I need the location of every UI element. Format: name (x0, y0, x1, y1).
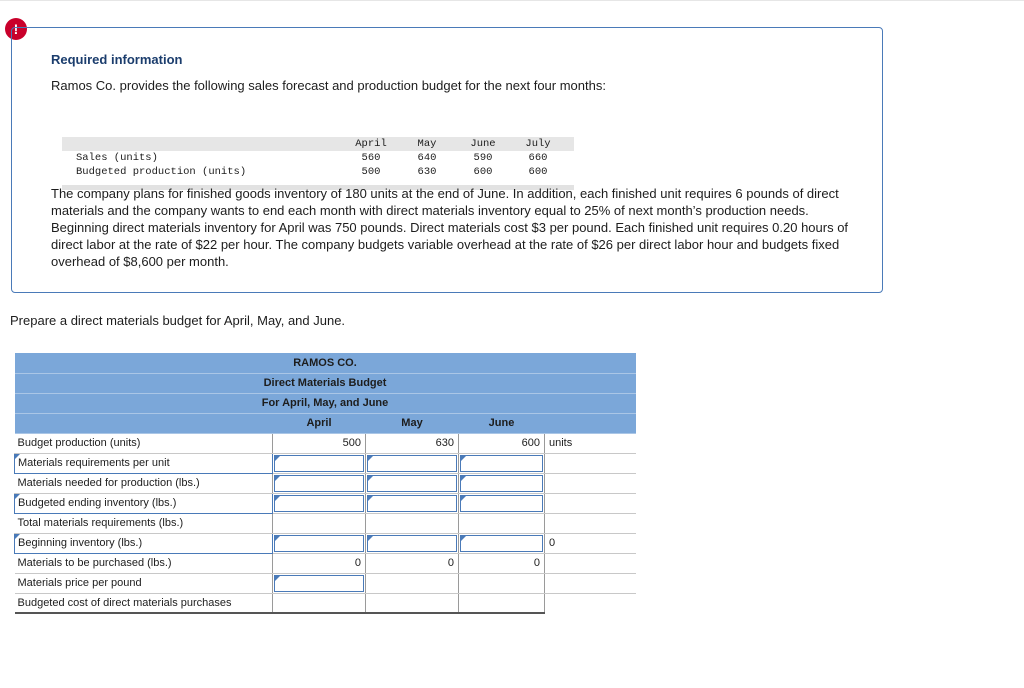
forecast-table (62, 137, 574, 179)
input-june[interactable] (459, 493, 545, 513)
value-may (366, 573, 459, 593)
input-may[interactable] (366, 453, 459, 473)
input-box[interactable] (367, 535, 457, 552)
input-may[interactable] (366, 473, 459, 493)
header-april: April (273, 413, 366, 433)
blank-cell (545, 573, 636, 593)
input-box[interactable] (274, 575, 364, 592)
row-req-per-unit (15, 453, 636, 473)
input-june[interactable] (459, 473, 545, 493)
row-label: Materials price per pound (15, 573, 273, 593)
value-june (459, 513, 545, 533)
row-label: Total materials requirements (lbs.) (15, 513, 273, 533)
row-label-dropdown[interactable]: Budgeted ending inventory (lbs.) (15, 493, 273, 513)
budget-period: For April, May, and June (15, 393, 636, 413)
budget-company-name: RAMOS CO. (15, 353, 636, 373)
blank-cell (545, 473, 636, 493)
forecast-value: 640 (417, 152, 437, 164)
forecast-month: April (355, 138, 387, 150)
forecast-month: July (525, 138, 551, 150)
header-june: June (459, 413, 545, 433)
forecast-value: 500 (361, 166, 381, 178)
header-blank (15, 413, 273, 433)
forecast-row-label: Budgeted production (units) (76, 166, 247, 178)
forecast-row-sales (62, 151, 574, 165)
row-needed-for-production (15, 473, 636, 493)
blank-cell (545, 453, 636, 473)
required-info-title: Required information (51, 52, 183, 67)
units-label: units (545, 433, 636, 453)
blank-cell (545, 553, 636, 573)
input-june[interactable] (459, 453, 545, 473)
row-total-requirements (15, 513, 636, 533)
row-label: Budget production (units) (15, 433, 273, 453)
input-box[interactable] (460, 495, 543, 512)
input-box[interactable] (460, 535, 543, 552)
forecast-value: 600 (473, 166, 493, 178)
top-divider (0, 0, 1024, 1)
row-label-dropdown[interactable]: Beginning inventory (lbs.) (15, 533, 273, 553)
value-april (273, 513, 366, 533)
blank-cell (545, 513, 636, 533)
forecast-value: 590 (473, 152, 493, 164)
input-box[interactable] (367, 475, 457, 492)
value-may (366, 513, 459, 533)
intro-text: Ramos Co. provides the following sales forecast and production budget for the next four months: (51, 78, 606, 93)
input-april[interactable] (273, 533, 366, 553)
header-blank (545, 413, 636, 433)
input-box[interactable] (274, 535, 364, 552)
input-box[interactable] (367, 455, 457, 472)
value-june (459, 593, 545, 613)
header-may: May (366, 413, 459, 433)
input-june[interactable] (459, 533, 545, 553)
june-beginning-value: 0 (545, 533, 636, 553)
input-box[interactable] (460, 455, 543, 472)
value-june: 0 (459, 553, 545, 573)
value-april: 500 (273, 433, 366, 453)
row-materials-purchased (15, 553, 636, 573)
alert-icon: ! (5, 18, 27, 40)
row-label-dropdown[interactable]: Materials requirements per unit (15, 453, 273, 473)
blank-cell (545, 493, 636, 513)
input-april[interactable] (273, 573, 366, 593)
row-budget-production (15, 433, 636, 453)
row-budgeted-cost (15, 593, 636, 613)
forecast-month: June (470, 138, 496, 150)
row-label: Materials needed for production (lbs.) (15, 473, 273, 493)
row-label: Materials to be purchased (lbs.) (15, 553, 273, 573)
value-may: 0 (366, 553, 459, 573)
input-may[interactable] (366, 493, 459, 513)
forecast-row-production (62, 165, 574, 179)
input-box[interactable] (274, 475, 364, 492)
input-april[interactable] (273, 493, 366, 513)
forecast-value: 660 (528, 152, 548, 164)
row-ending-inventory (15, 493, 636, 513)
forecast-row-label: Sales (units) (76, 152, 158, 164)
problem-paragraph: The company plans for finished goods inventory of 180 units at the end of June. In addition, each finished unit requires 6 pounds of direct materials and the company wants to end each month with direct materials inventory equal to 25% of next month’s production needs. Beginning direct materials inventory for April was 750 pounds. Direct materials cost $3 per pound. Each finished unit requires 0.20 hours of direct labor at the rate of $22 per hour. The company budgets variable overhead at the rate of $26 per direct labor hour and budgets fixed overhead of $8,600 per month. (51, 186, 849, 269)
blank-cell (545, 593, 636, 613)
input-april[interactable] (273, 453, 366, 473)
input-box[interactable] (460, 475, 543, 492)
input-april[interactable] (273, 473, 366, 493)
forecast-value: 630 (417, 166, 437, 178)
required-information-panel (11, 27, 883, 293)
value-june: 600 (459, 433, 545, 453)
value-april: 0 (273, 553, 366, 573)
input-box[interactable] (274, 495, 364, 512)
input-may[interactable] (366, 533, 459, 553)
row-label: Budgeted cost of direct materials purchases (15, 593, 273, 613)
budget-title: Direct Materials Budget (15, 373, 636, 393)
input-box[interactable] (274, 455, 364, 472)
row-price-per-pound (15, 573, 636, 593)
direct-materials-budget-table (14, 353, 636, 614)
forecast-value: 600 (528, 166, 548, 178)
forecast-header-row (62, 137, 574, 151)
input-box[interactable] (367, 495, 457, 512)
value-june (459, 573, 545, 593)
forecast-value: 560 (361, 152, 381, 164)
row-beginning-inventory (15, 533, 636, 553)
task-prompt: Prepare a direct materials budget for April, May, and June. (10, 313, 346, 328)
forecast-month: May (417, 138, 437, 150)
value-may (366, 593, 459, 613)
value-may: 630 (366, 433, 459, 453)
value-april (273, 593, 366, 613)
